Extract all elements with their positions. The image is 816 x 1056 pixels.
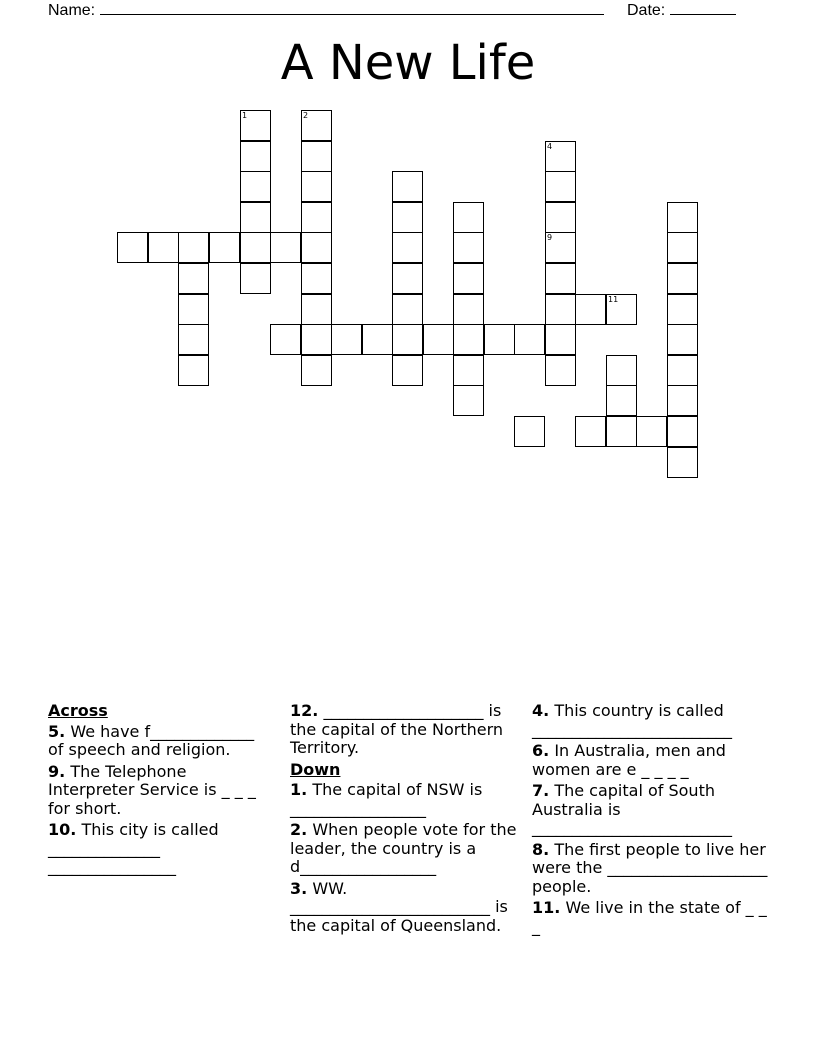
grid-cell[interactable] xyxy=(301,324,332,355)
grid-cell[interactable] xyxy=(453,324,484,355)
grid-cell[interactable] xyxy=(392,263,423,294)
grid-cell[interactable] xyxy=(545,232,576,263)
grid-cell[interactable] xyxy=(453,202,484,233)
grid-cell[interactable] xyxy=(240,171,271,202)
grid-cell[interactable] xyxy=(667,263,698,294)
grid-cell[interactable] xyxy=(148,232,179,263)
grid-cell[interactable] xyxy=(240,141,271,172)
grid-cell[interactable] xyxy=(270,324,301,355)
grid-cell[interactable] xyxy=(240,232,271,263)
clue-across-10 xyxy=(48,821,270,877)
clue-text: This city is called ______________ ________________ xyxy=(48,820,219,876)
date-line[interactable] xyxy=(670,0,736,15)
grid-cell[interactable] xyxy=(667,416,698,447)
grid-cell[interactable] xyxy=(178,232,209,263)
clue-number-label: 1 xyxy=(242,111,248,120)
grid-cell[interactable] xyxy=(667,294,698,325)
clue-number: 10. xyxy=(48,820,77,839)
page-title: A New Life xyxy=(280,35,536,91)
grid-cell[interactable] xyxy=(575,416,606,447)
grid-cell[interactable] xyxy=(392,202,423,233)
grid-cell[interactable] xyxy=(514,324,545,355)
grid-cell[interactable] xyxy=(545,141,576,172)
grid-cell[interactable] xyxy=(117,232,148,263)
grid-cell[interactable] xyxy=(392,232,423,263)
clue-down-6 xyxy=(532,742,772,779)
grid-cell[interactable] xyxy=(240,110,271,141)
grid-cell[interactable] xyxy=(392,294,423,325)
grid-cell[interactable] xyxy=(392,324,423,355)
grid-cell[interactable] xyxy=(301,110,332,141)
grid-cell[interactable] xyxy=(178,294,209,325)
grid-cell[interactable] xyxy=(453,294,484,325)
clue-down-3 xyxy=(290,880,525,936)
grid-cell[interactable] xyxy=(178,324,209,355)
clue-text: ____________________ is the capital of the Northern Territory. xyxy=(290,701,504,757)
clues-column-3 xyxy=(532,702,772,939)
grid-cell[interactable] xyxy=(545,263,576,294)
grid-cell[interactable] xyxy=(514,416,545,447)
grid-cell[interactable] xyxy=(453,263,484,294)
grid-cell[interactable] xyxy=(301,294,332,325)
grid-cell[interactable] xyxy=(545,202,576,233)
grid-cell[interactable] xyxy=(453,355,484,386)
date-label: Date: xyxy=(627,2,666,19)
grid-cell[interactable] xyxy=(575,294,606,325)
grid-cell[interactable] xyxy=(270,232,301,263)
date-field xyxy=(627,0,736,20)
clue-number: 6. xyxy=(532,741,550,760)
grid-cell[interactable] xyxy=(606,355,637,386)
clue-text: The capital of NSW is _________________ xyxy=(290,780,483,818)
grid-cell[interactable] xyxy=(667,232,698,263)
grid-cell[interactable] xyxy=(301,171,332,202)
clue-down-1 xyxy=(290,781,525,818)
grid-cell[interactable] xyxy=(301,232,332,263)
clue-down-2 xyxy=(290,821,525,877)
clue-text: In Australia, men and women are e _ _ _ _ xyxy=(532,741,726,779)
grid-cell[interactable] xyxy=(178,355,209,386)
clue-down-7 xyxy=(532,782,772,838)
grid-cell[interactable] xyxy=(392,171,423,202)
grid-cell[interactable] xyxy=(240,202,271,233)
clue-number: 2. xyxy=(290,820,308,839)
clue-down-4 xyxy=(532,702,772,739)
grid-cell[interactable] xyxy=(667,385,698,416)
grid-cell[interactable] xyxy=(636,416,667,447)
grid-cell[interactable] xyxy=(331,324,362,355)
clue-number: 3. xyxy=(290,878,308,898)
grid-cell[interactable] xyxy=(667,447,698,478)
grid-cell[interactable] xyxy=(606,385,637,416)
grid-cell[interactable] xyxy=(484,324,515,355)
grid-cell[interactable] xyxy=(545,355,576,386)
name-label: Name: xyxy=(48,2,96,19)
clue-text: This country is called _________________________ xyxy=(532,701,732,739)
clues-column-1 xyxy=(48,702,270,880)
grid-cell[interactable] xyxy=(453,385,484,416)
grid-cell[interactable] xyxy=(209,232,240,263)
clue-text: WW. _________________________ is the capital of Queensland. xyxy=(290,878,508,935)
clue-down-8 xyxy=(532,841,772,897)
clue-text: When people vote for the leader, the country is a d_________________ xyxy=(290,820,517,876)
clue-text: The capital of South Australia is _________________________ xyxy=(532,781,732,837)
grid-cell[interactable] xyxy=(545,294,576,325)
grid-cell[interactable] xyxy=(545,324,576,355)
clue-across-12 xyxy=(290,702,525,758)
clue-number-label: 11 xyxy=(608,295,619,304)
grid-cell[interactable] xyxy=(301,263,332,294)
clue-number: 9. xyxy=(48,761,66,781)
clue-text: The Telephone Interpreter Service is _ _ _ for short. xyxy=(48,761,256,818)
grid-cell[interactable] xyxy=(453,232,484,263)
grid-cell[interactable] xyxy=(667,202,698,233)
clue-number: 4. xyxy=(532,701,550,720)
grid-cell[interactable] xyxy=(545,171,576,202)
clue-number-label: 9 xyxy=(547,233,553,242)
across-heading: Across xyxy=(48,701,108,720)
grid-cell[interactable] xyxy=(301,355,332,386)
clue-across-9 xyxy=(48,763,270,819)
clue-across-5 xyxy=(48,723,270,760)
clue-number: 8. xyxy=(532,839,550,859)
clue-number: 11. xyxy=(532,898,561,917)
clue-down-11 xyxy=(532,899,772,936)
clue-text: We live in the state of _ _ _ xyxy=(532,898,767,936)
grid-cell[interactable] xyxy=(301,141,332,172)
clue-text: The first people to live her were the ____________________ people. xyxy=(532,839,768,896)
grid-cell[interactable] xyxy=(178,263,209,294)
clue-number: 7. xyxy=(532,781,550,800)
grid-cell[interactable] xyxy=(240,263,271,294)
clue-number: 12. xyxy=(290,701,319,720)
grid-cell[interactable] xyxy=(667,324,698,355)
clue-number: 5. xyxy=(48,721,66,741)
clue-text: We have f_____________ of speech and religion. xyxy=(48,721,255,759)
clue-number-label: 2 xyxy=(303,111,309,120)
grid-cell[interactable] xyxy=(606,294,637,325)
grid-cell[interactable] xyxy=(667,355,698,386)
grid-cell[interactable] xyxy=(606,416,637,447)
name-field xyxy=(48,0,604,20)
grid-cell[interactable] xyxy=(392,355,423,386)
grid-cell[interactable] xyxy=(301,202,332,233)
name-line[interactable] xyxy=(100,0,604,15)
grid-cell[interactable] xyxy=(362,324,393,355)
clue-number-label: 4 xyxy=(547,142,553,151)
clue-number: 1. xyxy=(290,780,308,799)
clues-column-2 xyxy=(290,702,525,938)
down-heading: Down xyxy=(290,759,341,779)
grid-cell[interactable] xyxy=(423,324,454,355)
